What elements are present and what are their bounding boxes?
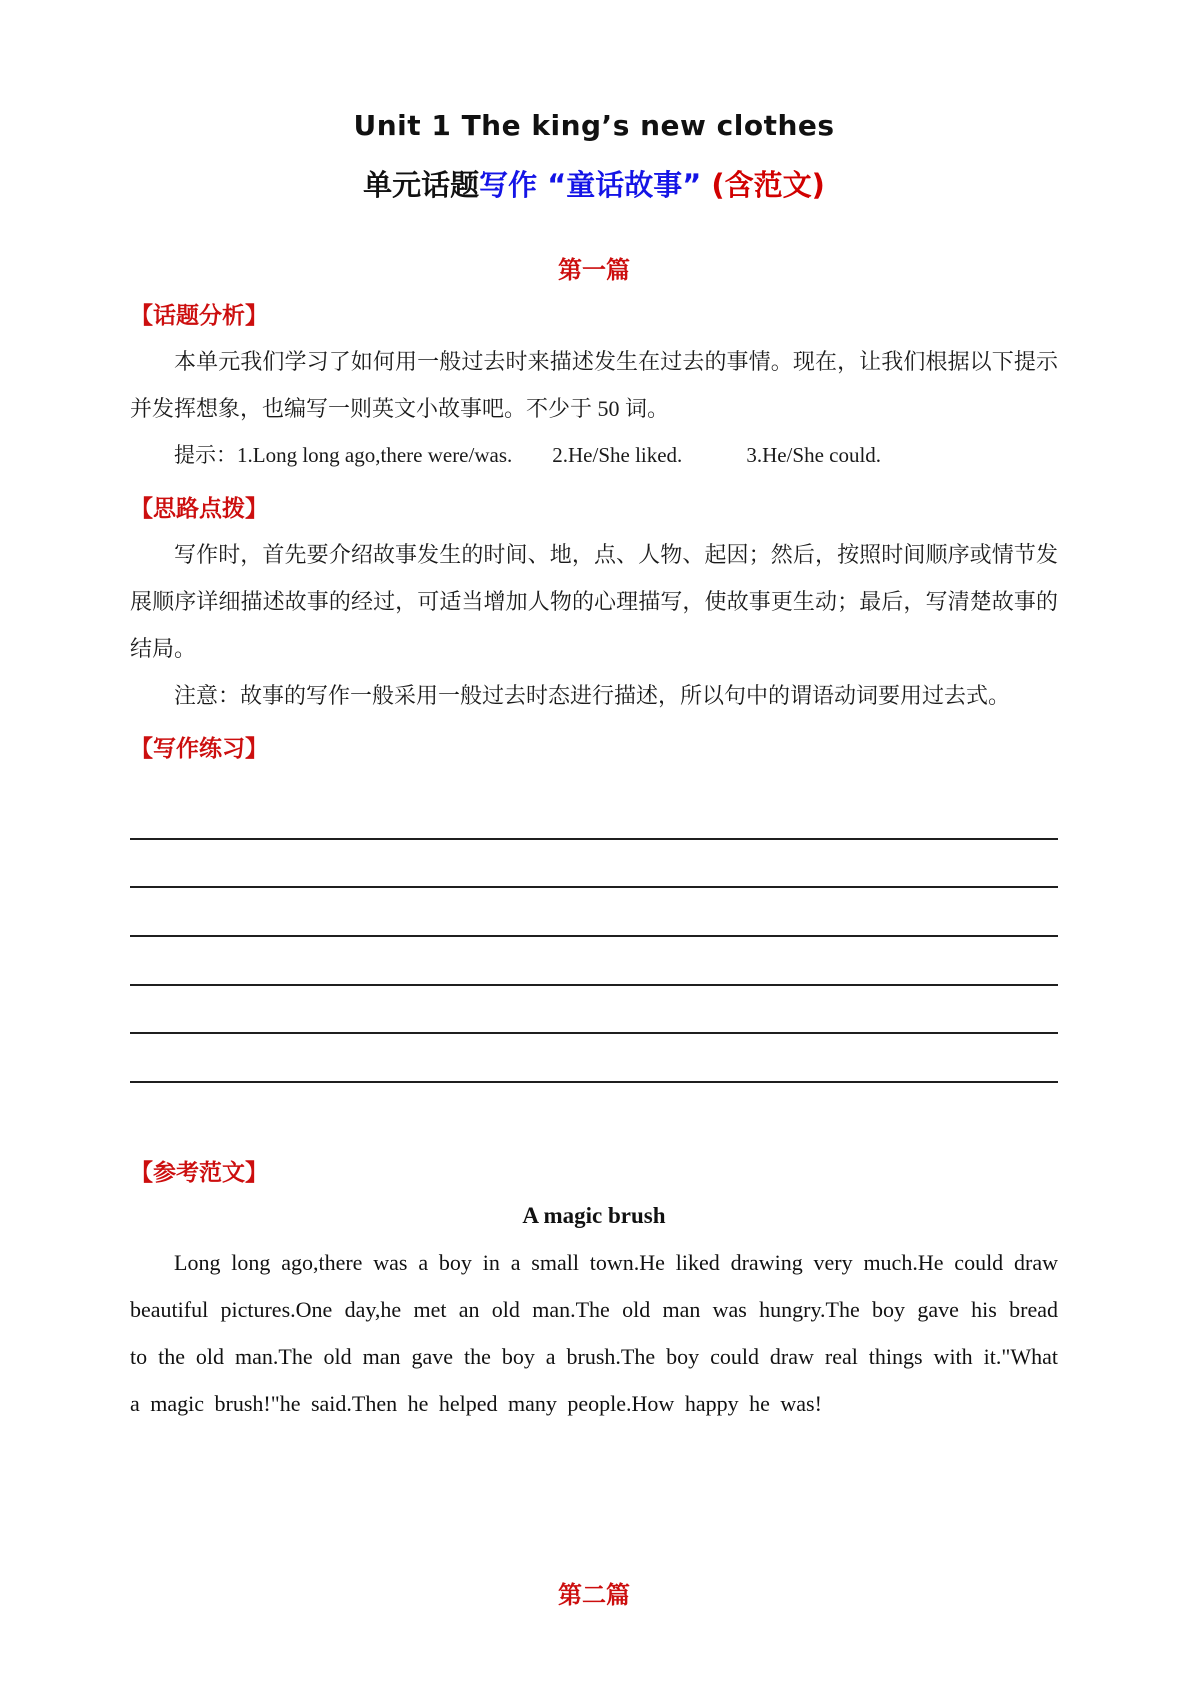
subtitle-segment-black: 单元话题 bbox=[363, 168, 480, 202]
writing-line bbox=[130, 1034, 1058, 1083]
writing-line bbox=[130, 791, 1058, 840]
subtitle-segment-red: (含范文) bbox=[701, 168, 825, 202]
hint-item-1: 1.Long long ago,there were/was. bbox=[237, 443, 513, 467]
hint-item-3: 3.He/She could. bbox=[746, 443, 882, 467]
hint-item-2: 2.He/She liked. bbox=[552, 443, 683, 467]
hints-row bbox=[130, 432, 1058, 479]
essay-title: A magic brush bbox=[522, 1203, 666, 1229]
heading-topic-analysis: 【话题分析】 bbox=[130, 303, 268, 328]
writing-line bbox=[130, 888, 1058, 937]
note-paragraph: 注意：故事的写作一般采用一般过去时态进行描述，所以句中的谓语动词要用过去式。 bbox=[174, 683, 1011, 708]
section-2-badge: 第二篇 bbox=[558, 1581, 630, 1610]
hints-label: 提示： bbox=[174, 443, 237, 467]
section-1-badge: 第一篇 bbox=[558, 256, 630, 284]
thinking-tips-paragraph: 写作时，首先要介绍故事发生的时间、地，点、人物、起因；然后，按照时间顺序或情节发展顺序详细描述故事的经过，可适当增加人物的心理描写，使故事更生动；最后，写清楚故事的结局。 bbox=[130, 542, 1058, 661]
writing-line bbox=[130, 840, 1058, 889]
subtitle-segment-blue: 写作 “童话故事” bbox=[479, 168, 702, 202]
page-subtitle bbox=[130, 164, 1058, 206]
topic-analysis-paragraph: 本单元我们学习了如何用一般过去时来描述发生在过去的事情。现在，让我们根据以下提示并发挥想象，也编写一则英文小故事吧。不少于 50 词。 bbox=[130, 349, 1058, 421]
writing-lines bbox=[130, 791, 1058, 1083]
heading-writing-practice: 【写作练习】 bbox=[130, 736, 268, 761]
heading-thinking-tips: 【思路点拨】 bbox=[130, 496, 268, 521]
page-title: Unit 1 The king’s new clothes bbox=[353, 109, 835, 142]
essay-body: Long long ago,there was a boy in a small town.He liked drawing very much.He could draw beautiful pictures.One day,he met an old man.The old man was hungry.The boy gave his bread to the old man.The old man gave the boy a brush.The boy could draw real things with it."What a magic brush!"he said.Then he helped many people.How happy he was! bbox=[130, 1250, 1058, 1417]
writing-line bbox=[130, 986, 1058, 1035]
writing-line bbox=[130, 937, 1058, 986]
heading-reference-essay: 【参考范文】 bbox=[130, 1160, 268, 1186]
